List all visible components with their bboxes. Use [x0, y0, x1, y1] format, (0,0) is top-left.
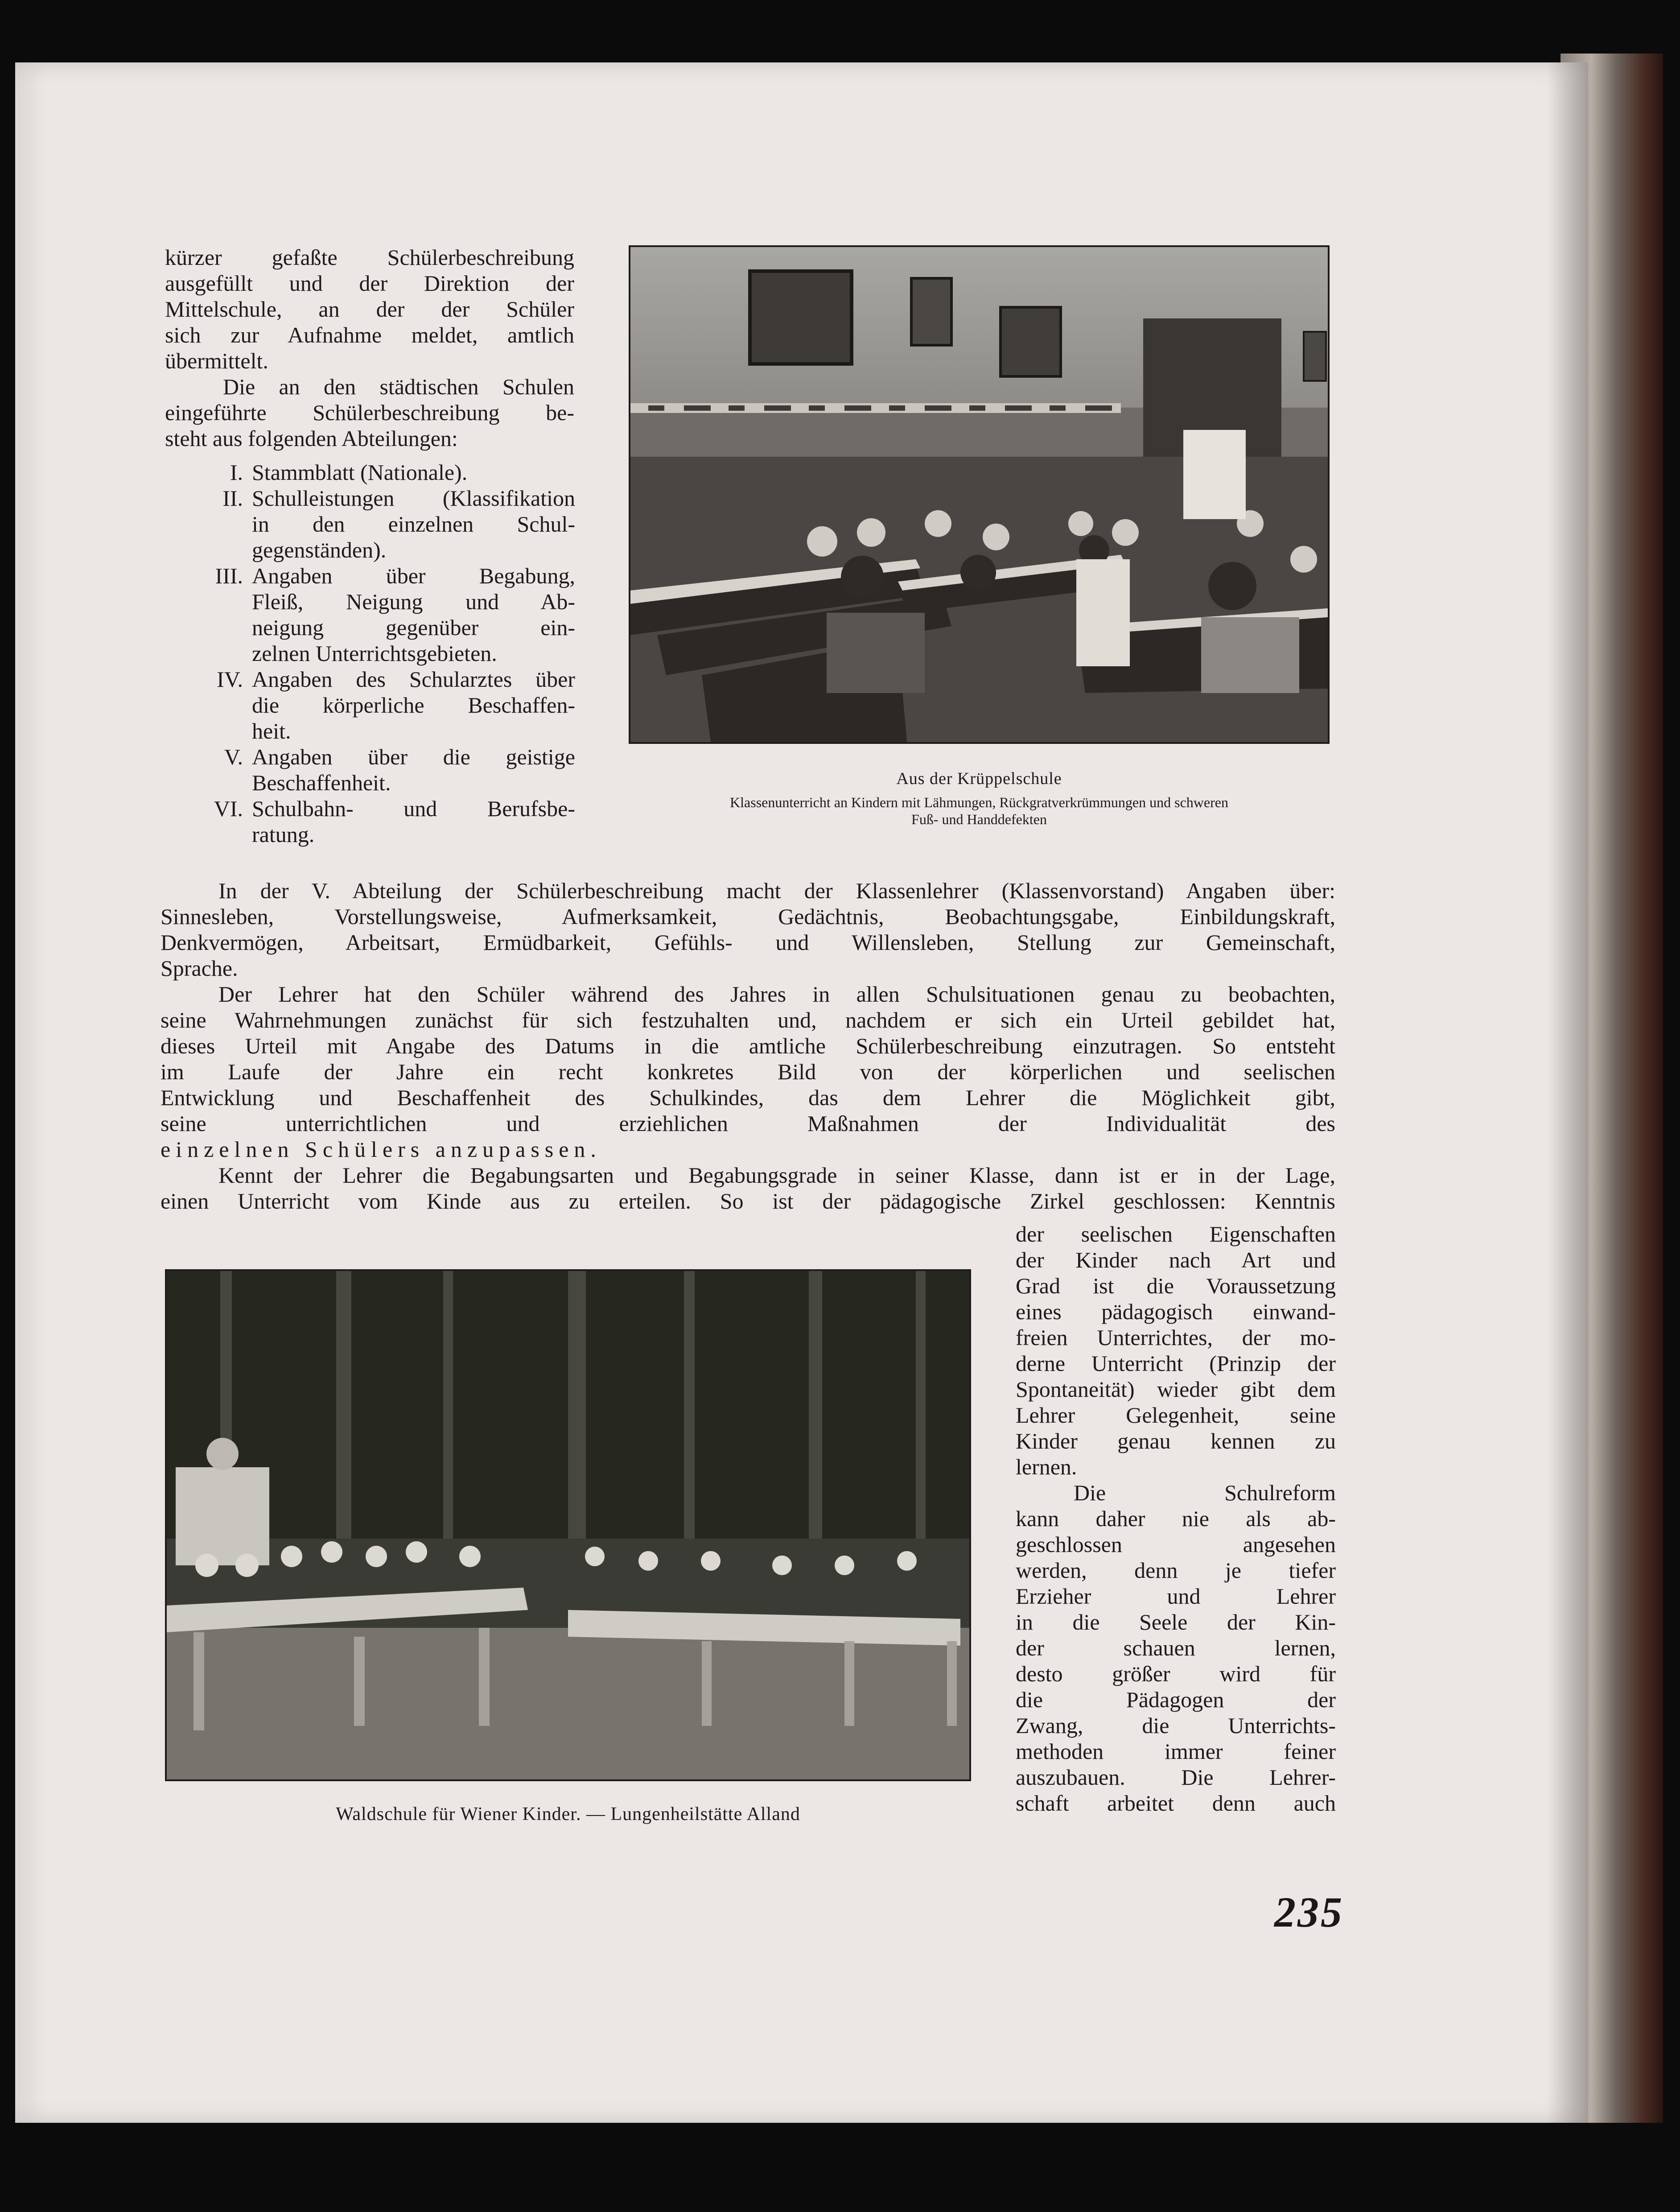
caption-line: Fuß- und Handdefekten [911, 811, 1047, 827]
list-number: VI. [214, 796, 243, 821]
text-line: übermittelt. [165, 348, 268, 373]
text-line: geschlossen angesehen [1016, 1532, 1336, 1557]
list-line: die körperliche Beschaffen- [252, 693, 575, 718]
list-number: I. [230, 460, 243, 485]
text-line: eingeführte Schülerbeschreibung be- [165, 400, 574, 425]
text-line: im Laufe der Jahre ein recht konkretes Bild von der körperlichen und seelischen [161, 1059, 1335, 1084]
text-line: in die Seele der Kin- [1016, 1609, 1336, 1634]
text-line: schaft arbeitet denn auch [1016, 1791, 1336, 1816]
text-line: Sinnesleben, Vorstellungsweise, Aufmerksamkeit, Gedächtnis, Beobachtungsgabe, Einbildungskraft, [161, 904, 1335, 929]
figure-1-caption-title: Aus der Krüppelschule [896, 769, 1062, 788]
text-line: Die an den städtischen Schulen [223, 374, 574, 399]
text-line: auszubauen. Die Lehrer- [1016, 1765, 1336, 1790]
text-line: der schauen lernen, [1016, 1635, 1336, 1660]
text-line: der seelischen Eigenschaften [1016, 1222, 1336, 1246]
text-line: Kennt der Lehrer die Begabungsarten und Begabungsgrade in seiner Klasse, dann ist er in der Lage, [218, 1163, 1335, 1188]
page-number: 235 [1274, 1888, 1344, 1936]
text-line: Der Lehrer hat den Schüler während des Jahres in allen Schulsituationen genau zu beobachten, [218, 982, 1335, 1007]
right-column-text [1016, 1221, 1336, 1816]
text-line: Sprache. [161, 956, 238, 981]
list-item [224, 744, 575, 796]
list-item [214, 796, 575, 847]
list-line: Schulbahn- und Berufsbe- [252, 796, 575, 821]
section-list [214, 459, 575, 847]
text-line: desto größer wird für [1016, 1661, 1336, 1686]
list-line: Angaben über Begabung, [252, 563, 575, 588]
text-line: einen Unterricht vom Kinde aus zu erteilen. So ist der pädagogische Zirkel geschlossen: Kenntnis [161, 1189, 1335, 1213]
list-line: Stammblatt (Nationale). [252, 460, 468, 485]
list-line: Fleiß, Neigung und Ab- [252, 589, 575, 614]
text-line: einzelnen Schülers anzupassen. [161, 1137, 601, 1162]
classroom-photo [629, 245, 1330, 744]
list-line: in den einzelnen Schul- [252, 512, 575, 536]
forest-school-photo [165, 1269, 971, 1781]
page-gutter-shadow [1547, 62, 1587, 2123]
text-line: methoden immer feiner [1016, 1739, 1336, 1764]
figure-2-caption: Waldschule für Wiener Kinder. — Lungenheilstätte Alland [336, 1804, 800, 1824]
text-line: die Pädagogen der [1016, 1687, 1336, 1712]
text-line: derne Unterricht (Prinzip der [1016, 1351, 1336, 1376]
text-line: Grad ist die Voraussetzung [1016, 1273, 1336, 1298]
caption-line: Klassenunterricht an Kindern mit Lähmungen, Rückgratverkrümmungen und schweren [730, 794, 1228, 810]
text-line: freien Unterrichtes, der mo- [1016, 1325, 1336, 1350]
text-line: der Kinder nach Art und [1016, 1247, 1336, 1272]
list-line: neigung gegenüber ein- [252, 615, 575, 640]
list-number: II. [222, 486, 243, 511]
list-line: ratung. [252, 822, 315, 847]
list-line: Beschaffenheit. [252, 770, 391, 795]
text-line: Denkvermögen, Arbeitsart, Ermüdbarkeit, Gefühls- und Willensleben, Stellung zur Gemeinschaft, [161, 930, 1335, 955]
text-line: ausgefüllt und der Direktion der [165, 271, 574, 296]
list-line: gegenständen). [252, 537, 387, 562]
text-line: kann daher nie als ab- [1016, 1506, 1336, 1531]
figure-1-caption-subtitle [629, 794, 1330, 828]
text-line: In der V. Abteilung der Schülerbeschreibung macht der Klassenlehrer (Klassenvorstand) Angaben über: [218, 878, 1335, 903]
text-line: Erzieher und Lehrer [1016, 1584, 1336, 1609]
main-body-text [161, 878, 1335, 1214]
list-line: Angaben über die geistige [252, 744, 575, 769]
list-item [215, 563, 575, 666]
text-line: Lehrer Gelegenheit, seine [1016, 1403, 1336, 1428]
text-line: Spontaneität) wieder gibt dem [1016, 1377, 1336, 1402]
text-line: Zwang, die Unterrichts- [1016, 1713, 1336, 1738]
text-line: kürzer gefaßte Schülerbeschreibung [165, 245, 574, 270]
list-line: zelnen Unterrichtsgebieten. [252, 641, 497, 666]
text-line: sich zur Aufnahme meldet, amtlich [165, 322, 574, 347]
list-item [217, 666, 575, 744]
left-column-intro [165, 244, 574, 451]
text-line: dieses Urteil mit Angabe des Datums in die amtliche Schülerbeschreibung einzutragen. So entsteht [161, 1033, 1335, 1058]
list-line: Angaben des Schularztes über [252, 667, 575, 692]
text-line: steht aus folgenden Abteilungen: [165, 426, 458, 451]
list-number: III. [215, 563, 243, 588]
text-line: seine Wahrnehmungen zunächst für sich festzuhalten und, nachdem er sich ein Urteil gebildet hat, [161, 1007, 1335, 1032]
list-item [222, 485, 575, 563]
text-line: seine unterrichtlichen und erziehlichen Maßnahmen der Individualität des [161, 1111, 1335, 1136]
text-line: Mittelschule, an der der Schüler [165, 297, 574, 322]
text-line: eines pädagogisch einwand- [1016, 1299, 1336, 1324]
text-line: werden, denn je tiefer [1016, 1558, 1336, 1583]
list-line: heit. [252, 718, 291, 743]
text-line: Kinder genau kennen zu [1016, 1428, 1336, 1453]
text-line: lernen. [1016, 1454, 1077, 1479]
classroom-photo-drawing [630, 247, 1328, 742]
list-number: IV. [217, 667, 243, 692]
list-number: V. [224, 744, 243, 769]
forest-school-photo-drawing [167, 1271, 969, 1779]
list-item [230, 459, 575, 485]
text-line: Entwicklung und Beschaffenheit des Schulkindes, das dem Lehrer die Möglichkeit gibt, [161, 1085, 1335, 1110]
text-line: Die Schulreform [1074, 1480, 1336, 1505]
list-line: Schulleistungen (Klassifikation [252, 486, 575, 511]
